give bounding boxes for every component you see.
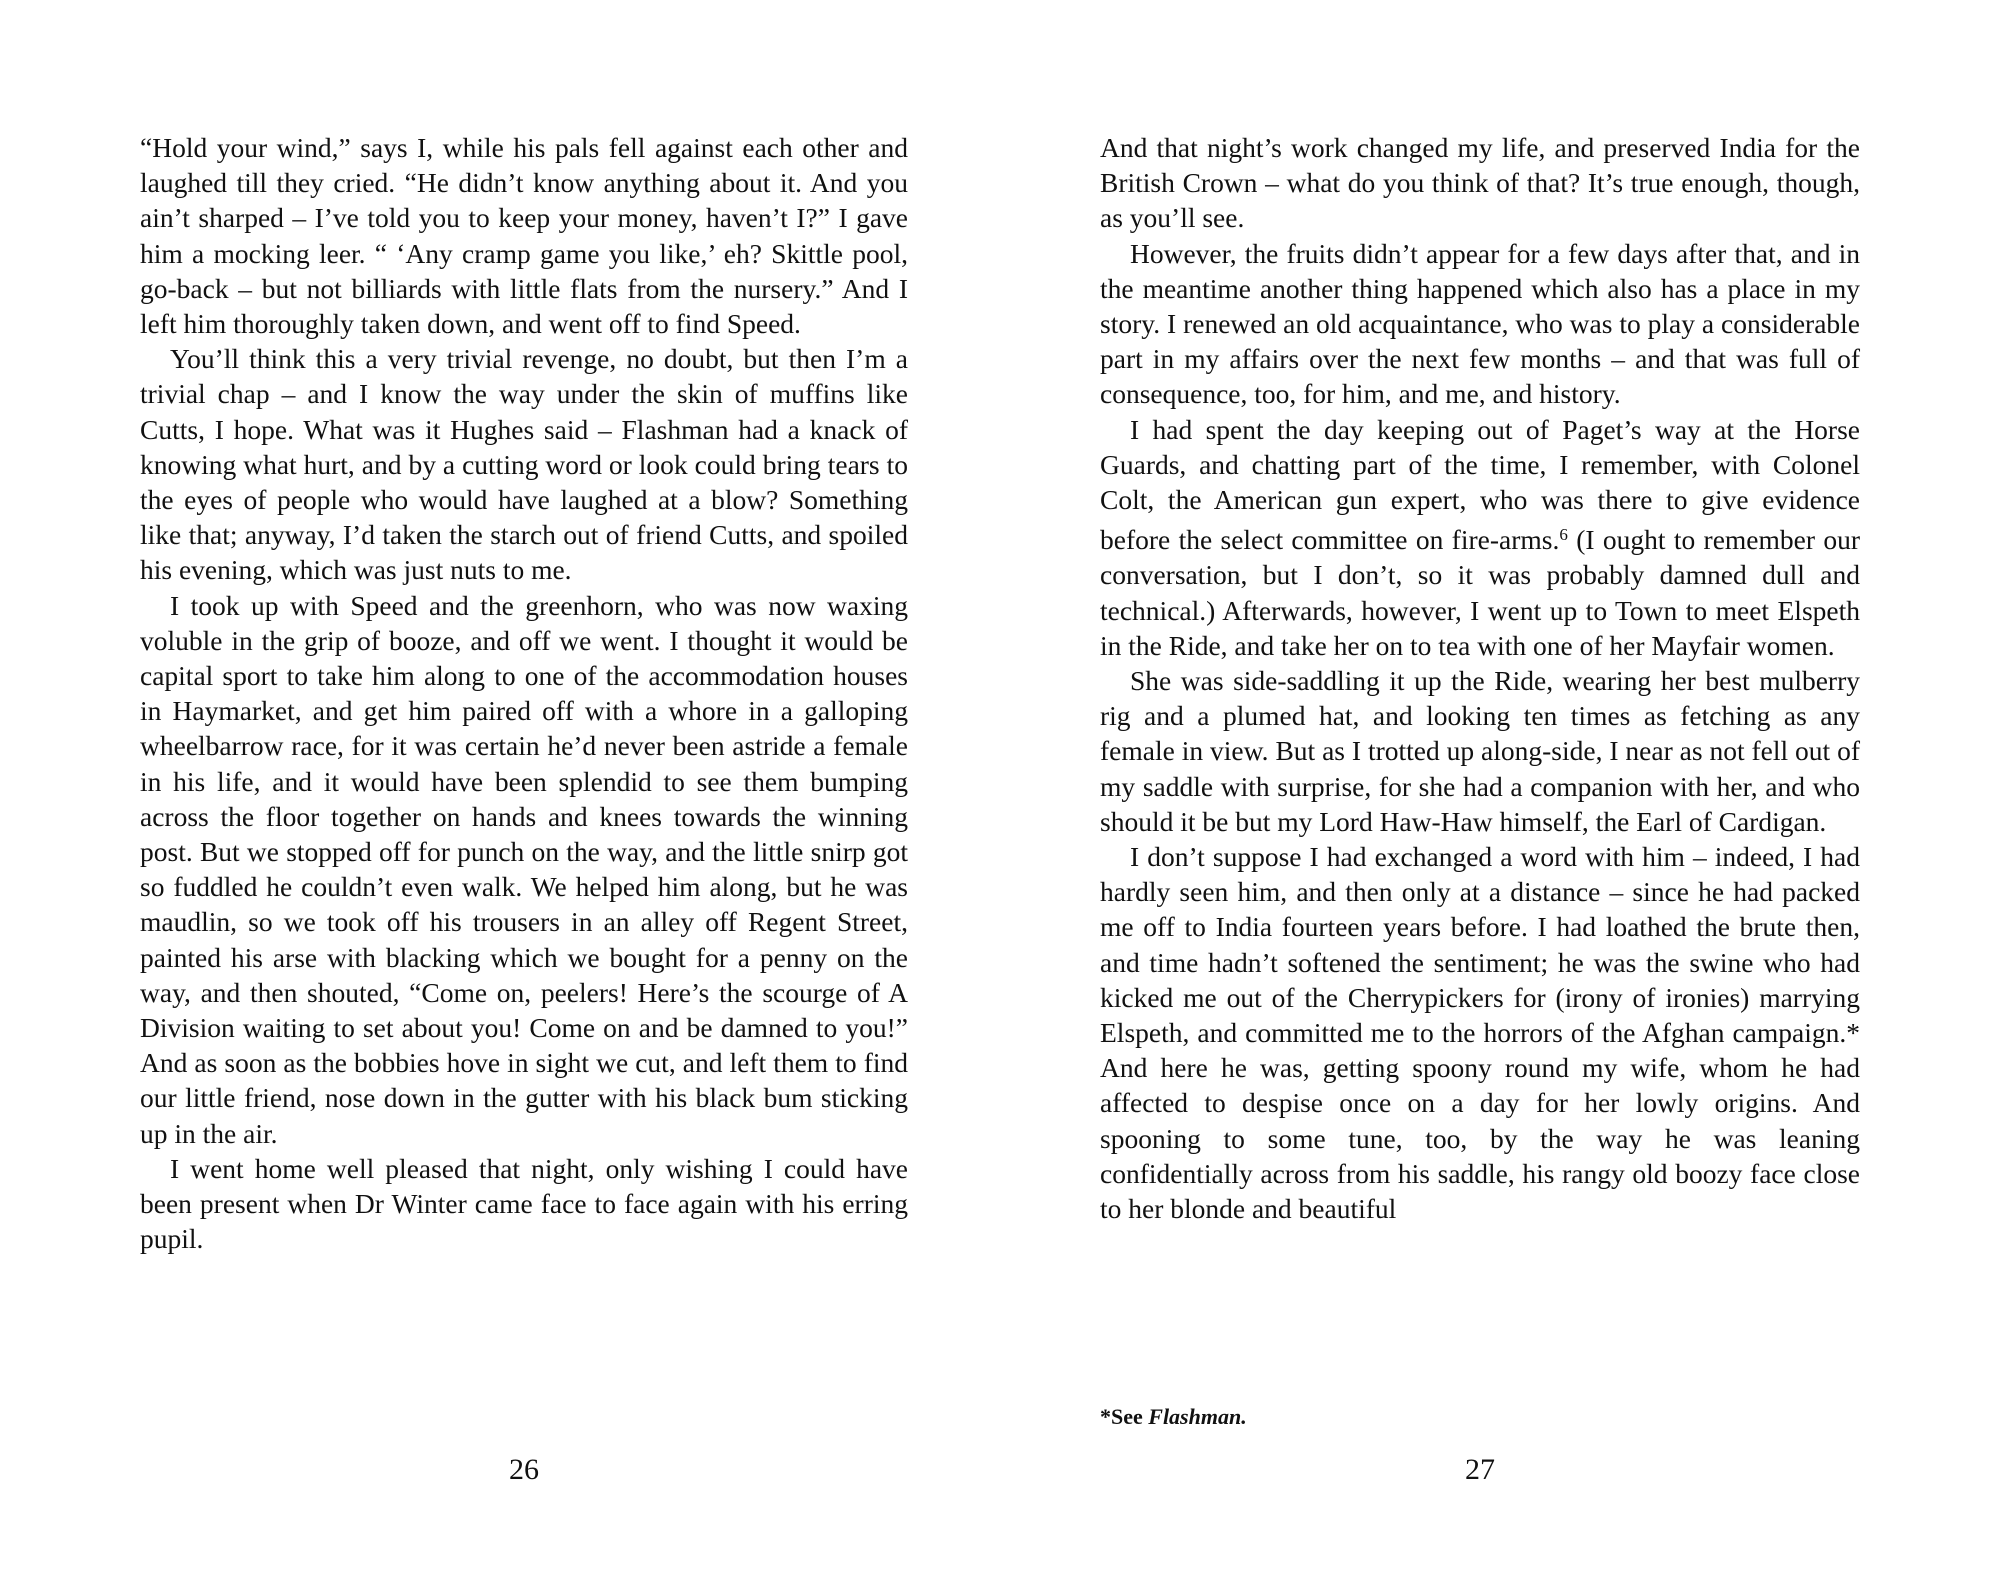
- left-page: [140, 0, 908, 1573]
- page-number: 26: [509, 1453, 539, 1486]
- paragraph: [1100, 412, 1860, 663]
- paragraph: “Hold your wind,” says I, while his pals fell against each other and laughed till they cried. “He didn’t know anything about it. And you ain’t sharped – I’ve told you to keep your money, haven’t I?” I gave him a mocking leer. “ ‘Any cramp game you like,’ eh? Skittle pool, go-back – but not billiards with little flats from the nursery.” And I left him thoroughly taken down, and went off to find Speed.: [140, 132, 908, 340]
- paragraph-text: I had spent the day keeping out of Paget’s way at the Horse Guards, and chatting part of the time, I remember, with Colonel Colt, the American gun expert, who was there to give evidence before the select committee on fire-arms.: [1100, 413, 1860, 556]
- paragraph: She was side-saddling it up the Ride, wearing her best mulberry rig and a plumed hat, and looking ten times as fetching as any female in view. But as I trotted up along-side, I near as not fell out of my saddle with surprise, for she had a companion with her, and who should it be but my Lord Haw-Haw himself, the Earl of Cardigan.: [1100, 665, 1860, 837]
- paragraph-text: (I ought to remember our conversation, but I don’t, so it was probably damned dull and technical.) Afterwards, however, I went up to Town to meet Elspeth in the Ride, and take her on to tea with one of her Mayfair women.: [1100, 524, 1861, 661]
- gutter: [968, 0, 972, 1573]
- right-page: [1100, 0, 1860, 1573]
- paragraph-text: * And here he was, getting spoony round my wife, whom he had affected to despise once on a day for her lowly origins. And spooning to some tune, too, by the way he was leaning confidentially across from his saddle, his rangy old boozy face close to her blonde and beautiful: [1100, 1017, 1860, 1225]
- footnote-reference: 6: [1559, 525, 1568, 545]
- left-page-text: [140, 130, 908, 1257]
- footnote-title: Flashman.: [1148, 1404, 1247, 1429]
- right-page-text: [1100, 130, 1860, 1226]
- footnote-marker: *See: [1100, 1404, 1149, 1429]
- paragraph: I took up with Speed and the greenhorn, who was now waxing voluble in the grip of booze, and off we went. I thought it would be capital sport to take him along to one of the accommodation houses in Haymarket, and get him paired off with a whore in a galloping wheelbarrow race, for it was certain he’d never been astride a female in his life, and it would have been splendid to see them bumping across the floor together on hands and knees towards the winning post. But we stopped off for punch on the way, and the little snirp got so fuddled he couldn’t even walk. We helped him along, but he was maudlin, so we took off his trousers in an alley off Regent Street, painted his arse with blacking which we bought for a penny on the way, and then shouted, “Come on, peelers! Here’s the scourge of A Division waiting to set about you! Come on and be damned to you!” And as soon as the bobbies hove in sight we cut, and left them to find our little friend, nose down in the gutter with his black bum sticking up in the air.: [140, 589, 908, 1149]
- footnote: [1100, 1404, 1247, 1430]
- paragraph: [1100, 839, 1860, 1226]
- paragraph: You’ll think this a very trivial revenge, no doubt, but then I’m a trivial chap – and I know the way under the skin of muffins like Cutts, I hope. What was it Hughes said – Flashman had a knack of knowing what hurt, and by a cutting word or look could bring tears to the eyes of people who would have laughed at a blow? Something like that; anyway, I’d taken the starch out of friend Cutts, and spoiled his evening, which was just nuts to me.: [140, 343, 908, 586]
- page-number: 27: [1465, 1453, 1495, 1486]
- paragraph: However, the fruits didn’t appear for a few days after that, and in the meantime another thing happened which also has a place in my story. I renewed an old acquaintance, who was to play a considerable part in my affairs over the next few months – and that was full of consequence, too, for him, and me, and history.: [1100, 237, 1860, 410]
- paragraph: I went home well pleased that night, only wishing I could have been present when Dr Winter came face to face again with his erring pupil.: [140, 1152, 908, 1255]
- paragraph: And that night’s work changed my life, and preserved India for the British Crown – what do you think of that? It’s true enough, though, as you’ll see.: [1100, 132, 1860, 234]
- paragraph-text: I don’t suppose I had exchanged a word with him – indeed, I had hardly seen him, and then only at a distance – since he had packed me off to India fourteen years before. I had loathed the brute then, and time hadn’t softened the sentiment; he was the swine who had kicked me out of the Cherrypickers for (irony of ironies) marrying Elspeth, and committed me to the horrors of the Afghan campaign.: [1100, 841, 1860, 1049]
